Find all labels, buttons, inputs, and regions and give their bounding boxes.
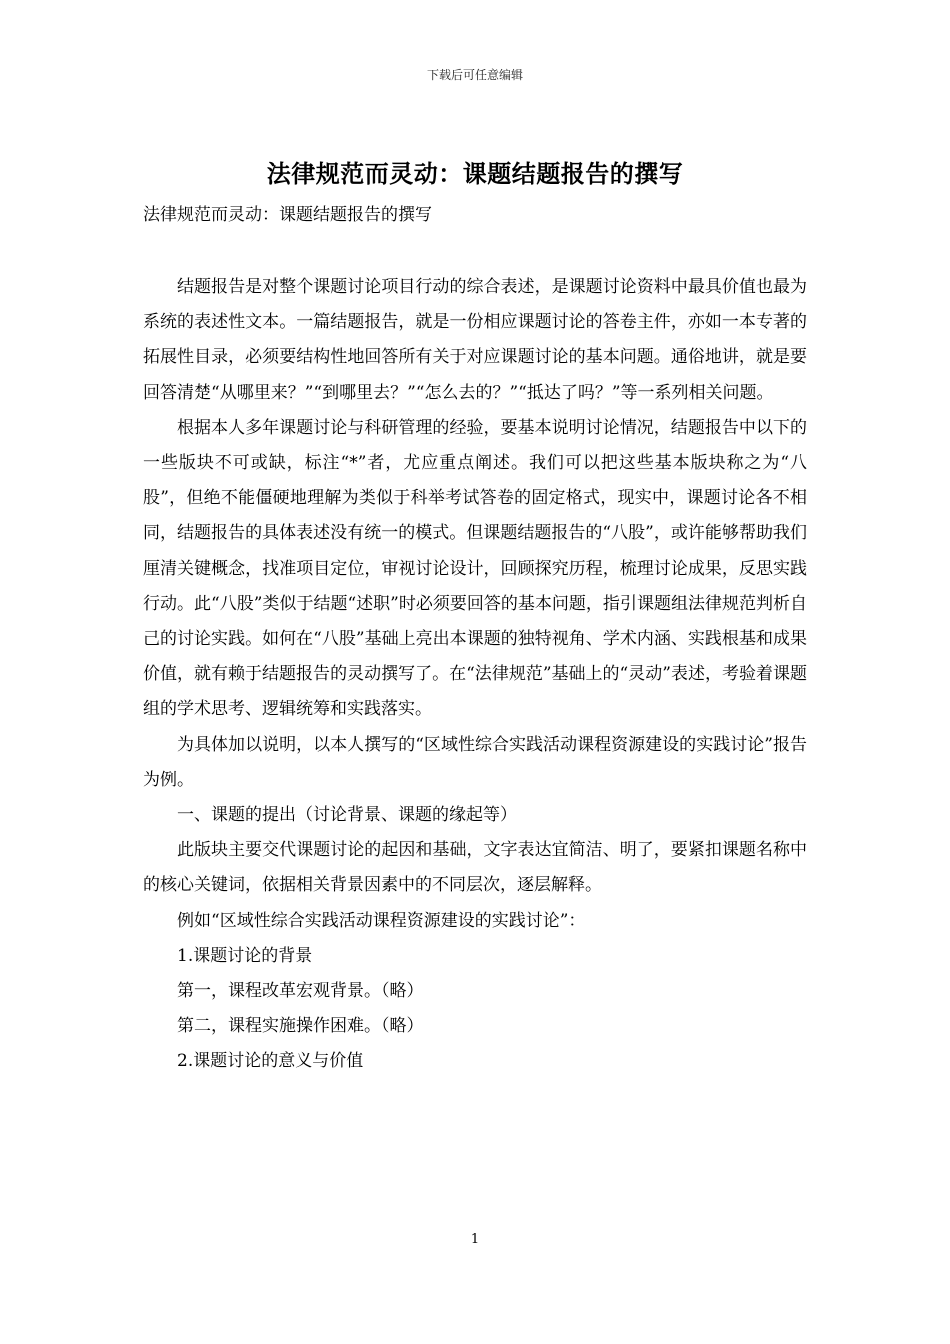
header-note: 下载后可任意编辑 <box>426 68 523 82</box>
paragraph-intro: 结题报告是对整个课题讨论项目行动的综合表述，是课题讨论资料中最具价值也最为系统的表述性文本。一篇结题报告，就是一份相应课题讨论的答卷主件，亦如一本专著的拓展性目录，必须要结构性地回答所有关于对应课题讨论的基本问题。通俗地讲，就是要回答清楚“从哪里来？”“到哪里去？”“怎么去的？”“抵达了吗？”等一系列相关问题。 <box>143 277 807 403</box>
paragraph-eight-parts: 根据本人多年课题讨论与科研管理的经验，要基本说明讨论情况，结题报告中以下的一些版块不可或缺，标注“*”者，尤应重点阐述。我们可以把这些基本版块称之为“八股”，但绝不能僵硬地理解为类似于科举考试答卷的固定格式，现实中，课题讨论各不相同，结题报告的具体表述没有统一的模式。但课题结题报告的“八股”，或许能够帮助我们厘清关键概念，找准项目定位，审视讨论设计，回顾探究历程，梳理讨论成果，反思实践行动。此“八股”类似于结题“述职”时必须要回答的基本问题，指引课题组法律规范判析自己的讨论实践。如何在“八股”基础上亮出本课题的独特视角、学术内涵、实践根基和成果价值，就有赖于结题报告的灵动撰写了。在“法律规范”基础上的“灵动”表述，考验着课题组的学术思考、逻辑统筹和实践落实。 <box>143 417 807 720</box>
document-body <box>143 270 807 1080</box>
section-heading-1: 一、课题的提出（讨论背景、课题的缘起等） <box>177 805 517 826</box>
paragraph-example-intro: 为具体加以说明，以本人撰写的“区域性综合实践活动课程资源建设的实践讨论”报告为例。 <box>143 734 807 790</box>
document-subtitle: 法律规范而灵动：课题结题报告的撰写 <box>143 205 432 225</box>
list-item-2: 2.课题讨论的意义与价值 <box>177 1051 364 1072</box>
document-title: 法律规范而灵动：课题结题报告的撰写 <box>266 160 684 188</box>
list-item-1: 1.课题讨论的背景 <box>177 945 313 966</box>
page-number: 1 <box>470 1232 480 1247</box>
list-item-1-second: 第二，课程实施操作困难。（略） <box>177 1016 424 1037</box>
list-item-1-first: 第一，课程改革宏观背景。（略） <box>177 981 424 1002</box>
paragraph-example: 例如“区域性综合实践活动课程资源建设的实践讨论”： <box>177 910 586 931</box>
paragraph-section-1: 此版块主要交代课题讨论的起因和基础，文字表达宜简洁、明了，要紧扣课题名称中的核心关键词，依据相关背景因素中的不同层次，逐层解释。 <box>143 840 807 896</box>
